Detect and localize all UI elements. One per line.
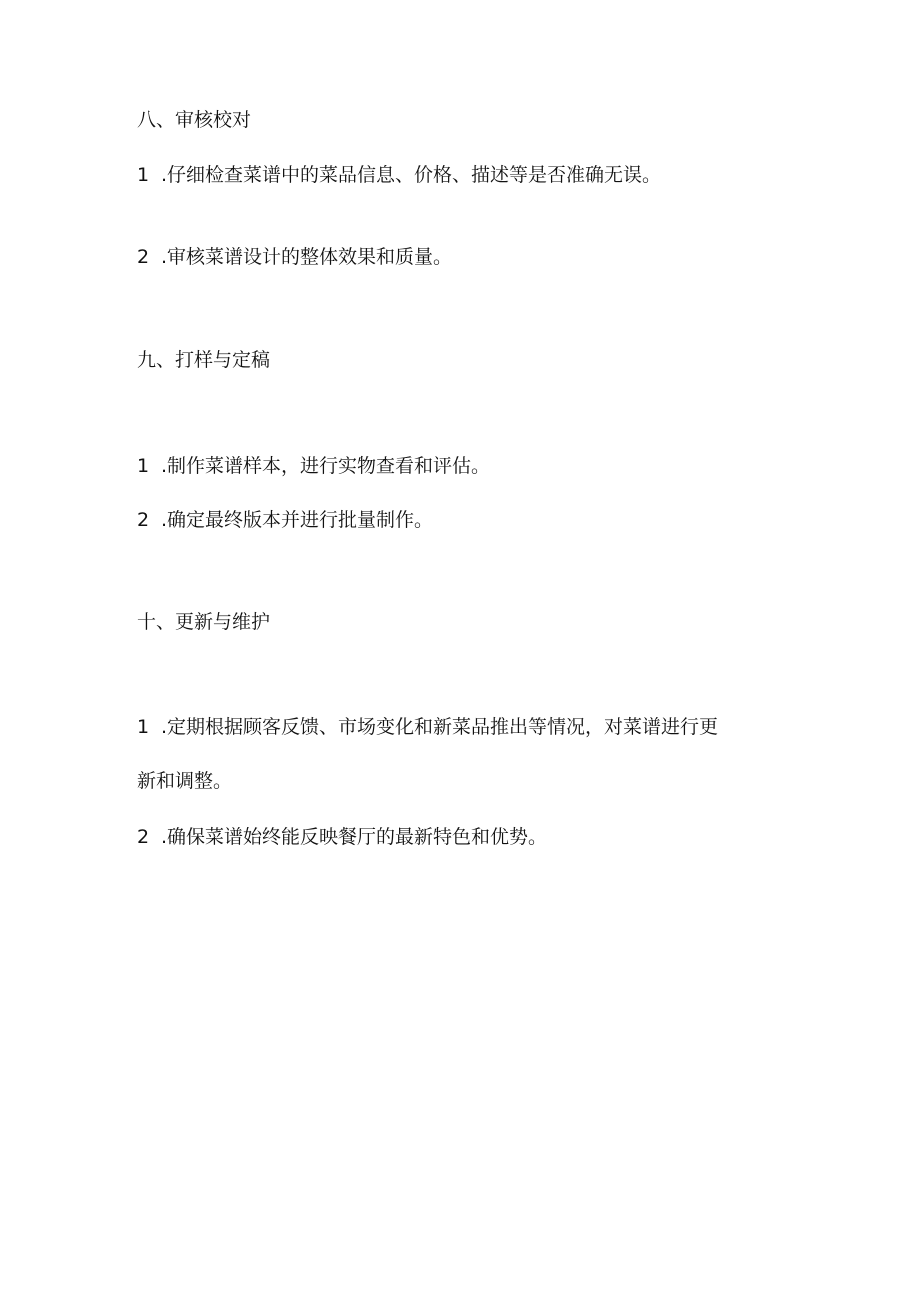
item-number: 1 [137,455,150,477]
list-item [137,162,661,188]
list-item [137,714,718,740]
list-item [137,507,433,533]
list-item-continuation: 新和调整。 [137,770,233,792]
item-number: 1 [137,716,150,738]
list-item [137,453,490,479]
item-number: 2 [137,509,150,531]
item-text: .审核菜谱设计的整体效果和质量。 [161,246,453,268]
item-number: 2 [137,246,150,268]
list-item [137,244,452,270]
section-heading-8: 八、审核校对 [137,109,252,131]
item-text: .仔细检查菜谱中的菜品信息、价格、描述等是否准确无误。 [161,164,662,186]
item-text: .制作菜谱样本，进行实物查看和评估。 [161,455,491,477]
item-text: .确定最终版本并进行批量制作。 [161,509,434,531]
list-item [137,824,547,850]
section-heading-10: 十、更新与维护 [137,611,271,633]
item-text: .定期根据顾客反馈、市场变化和新菜品推出等情况，对菜谱进行更 [161,716,719,738]
item-number: 2 [137,826,150,848]
item-text: .确保菜谱始终能反映餐厅的最新特色和优势。 [161,826,548,848]
section-heading-9: 九、打样与定稿 [137,349,271,371]
item-number: 1 [137,164,150,186]
